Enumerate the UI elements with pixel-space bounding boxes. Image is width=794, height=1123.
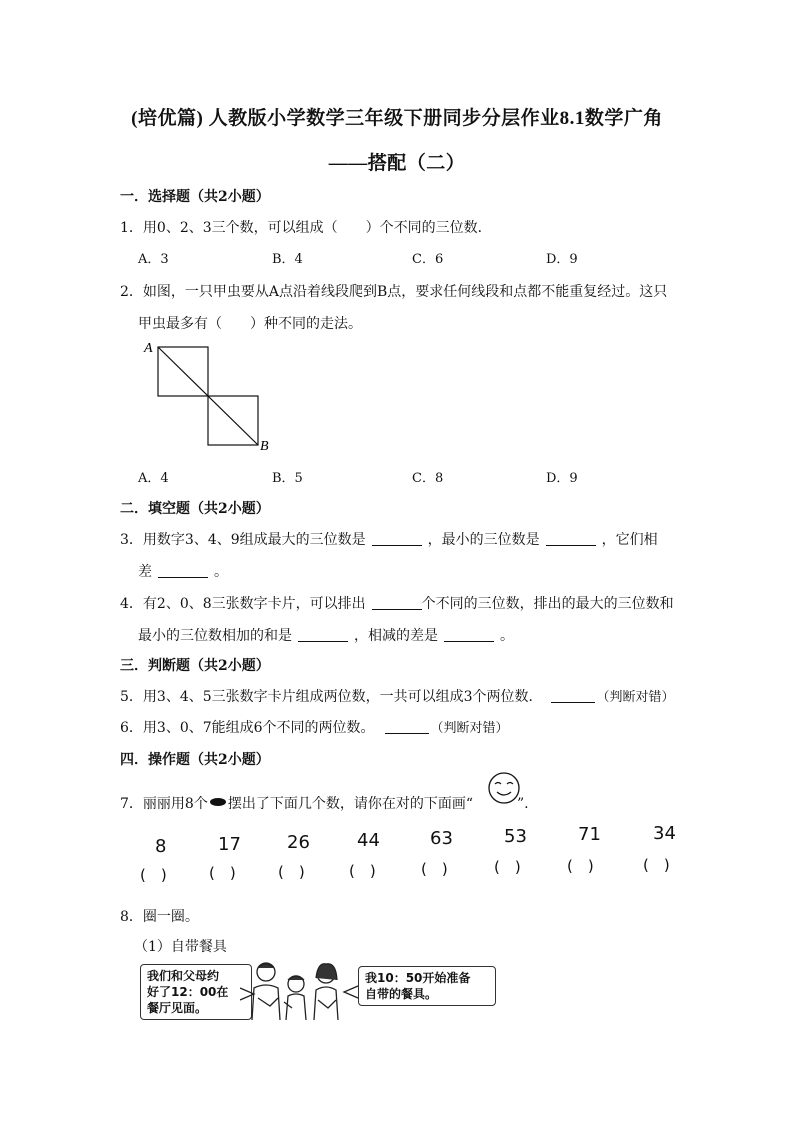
bubble-tail-left: [240, 988, 254, 1000]
question-6: [120, 717, 509, 737]
q3-text-2: ，最小的三位数是: [427, 532, 540, 548]
q4-text-2: 个不同的三位数，排出的最大的三位数和: [421, 596, 674, 612]
question-3-line2: [138, 561, 228, 581]
section-heading-operation: 四．操作题（共2小题）: [120, 752, 270, 768]
q7-number: 26: [287, 832, 310, 853]
child-hair: [288, 976, 304, 980]
question-1-text: 1．用0、2、3三个数，可以组成（ ）个不同的三位数．: [120, 220, 492, 236]
q7-number: 34: [653, 823, 676, 844]
q3-blank-diff[interactable]: [158, 563, 208, 578]
q1-option-c: C．6: [412, 252, 444, 267]
father-arms: [258, 998, 278, 1006]
question-7-text: [120, 793, 529, 813]
bubble-right-line: 我10：50开始准备: [365, 971, 471, 985]
q7-answer-paren[interactable]: ( ): [349, 862, 376, 880]
beetle-path-figure: [140, 336, 280, 454]
q1-option-d: D．9: [546, 252, 578, 267]
q4-text-4: ，相减的差是: [354, 628, 438, 644]
question-4-line1: [120, 593, 674, 613]
q2-option-c: C．8: [412, 471, 444, 486]
q7-text-3: ”.: [516, 796, 529, 812]
q7-answer-paren[interactable]: ( ): [209, 864, 236, 882]
q7-answer-paren[interactable]: ( ): [140, 866, 167, 884]
question-4-line2: [138, 625, 514, 645]
q2-option-d: D．9: [546, 471, 578, 486]
question-2-line2: 甲虫最多有（ ）种不同的走法。: [138, 316, 362, 332]
smiley-face-icon: [486, 771, 522, 805]
q7-answer-paren[interactable]: ( ): [567, 857, 594, 875]
bubble-left-line: 好了12：00在: [147, 985, 229, 999]
child-body: [286, 994, 306, 1020]
mother-arms: [318, 1000, 336, 1008]
q2-option-b: B．5: [272, 471, 303, 486]
q7-number: 53: [504, 826, 527, 847]
mother-body: [314, 987, 338, 1020]
q4-blank-count[interactable]: [372, 595, 422, 610]
q5-blank[interactable]: [551, 688, 595, 703]
q5-text: 5．用3、4、5三张数字卡片组成两位数，一共可以组成3个两位数．: [120, 689, 543, 705]
bubble-left-line: 我们和父母约: [147, 969, 220, 983]
question-8-text: 8．圈一圈。: [120, 909, 199, 925]
q2-option-a: A．4: [138, 471, 169, 486]
q3-text-5: 。: [214, 564, 228, 580]
bubble-right-line: 自带的餐具。: [365, 987, 438, 1001]
page-subtitle: ——搭配（二）: [328, 153, 466, 174]
section-heading-fill: 二．填空题（共2小题）: [120, 501, 270, 517]
q7-number: 17: [218, 834, 241, 855]
q8-sub1-label: （1）自带餐具: [134, 939, 227, 955]
q7-number: 71: [578, 824, 601, 845]
q7-number: 44: [357, 830, 380, 851]
question-3-line1: [120, 529, 658, 549]
family-illustration: [240, 958, 358, 1022]
father-body: [252, 985, 280, 1020]
section-heading-judge: 三．判断题（共2小题）: [120, 658, 270, 674]
q3-blank-max[interactable]: [372, 531, 422, 546]
question-2-line1: 2．如图，一只甲虫要从A点沿着线段爬到B点，要求任何线段和点都不能重复经过。这只: [120, 284, 668, 300]
mother-hair: [316, 964, 337, 980]
q1-option-b: B．4: [272, 252, 303, 267]
q4-blank-sum[interactable]: [298, 627, 348, 642]
q7-number: 63: [430, 828, 453, 849]
q7-answer-paren[interactable]: ( ): [643, 856, 670, 874]
section-heading-choice: 一．选择题（共2小题）: [120, 189, 270, 205]
bead-icon: [210, 798, 226, 806]
question-5: [120, 686, 675, 706]
q7-text-1: 7．丽丽用8个: [120, 796, 208, 812]
q6-suffix: （判断对错）: [430, 721, 509, 736]
q4-text-1: 4．有2、0、8三张数字卡片，可以排出: [120, 596, 366, 612]
bubble-tail-right: [344, 986, 358, 998]
bubble-left-line: 餐厅见面。: [147, 1001, 208, 1015]
q3-text-1: 3．用数字3、4、9组成最大的三位数是: [120, 532, 366, 548]
page-title: (培优篇) 人教版小学数学三年级下册同步分层作业8.1数学广角: [131, 108, 663, 129]
q6-blank[interactable]: [385, 719, 429, 734]
q3-text-3: ，它们相: [601, 532, 658, 548]
q5-suffix: （判断对错）: [596, 690, 675, 705]
q3-text-4: 差: [138, 564, 152, 580]
q7-answer-paren[interactable]: ( ): [421, 860, 448, 878]
point-a-label: A: [144, 341, 153, 356]
q4-text-5: 。: [500, 628, 514, 644]
speech-bubble-right: [358, 966, 496, 1006]
q4-text-3: 最小的三位数相加的和是: [138, 628, 292, 644]
q7-number: 8: [155, 836, 167, 857]
speech-bubble-left: [140, 964, 252, 1020]
q7-answer-paren[interactable]: ( ): [278, 863, 305, 881]
q1-option-a: A．3: [138, 252, 169, 267]
point-b-label: B: [260, 439, 269, 454]
q4-blank-difference[interactable]: [444, 627, 494, 642]
q7-text-2: 摆出了下面几个数，请你在对的下面画“: [227, 796, 473, 812]
q7-answer-paren[interactable]: ( ): [494, 858, 521, 876]
q3-blank-min[interactable]: [546, 531, 596, 546]
q6-text: 6．用3、0、7能组成6个不同的两位数。: [120, 720, 375, 736]
